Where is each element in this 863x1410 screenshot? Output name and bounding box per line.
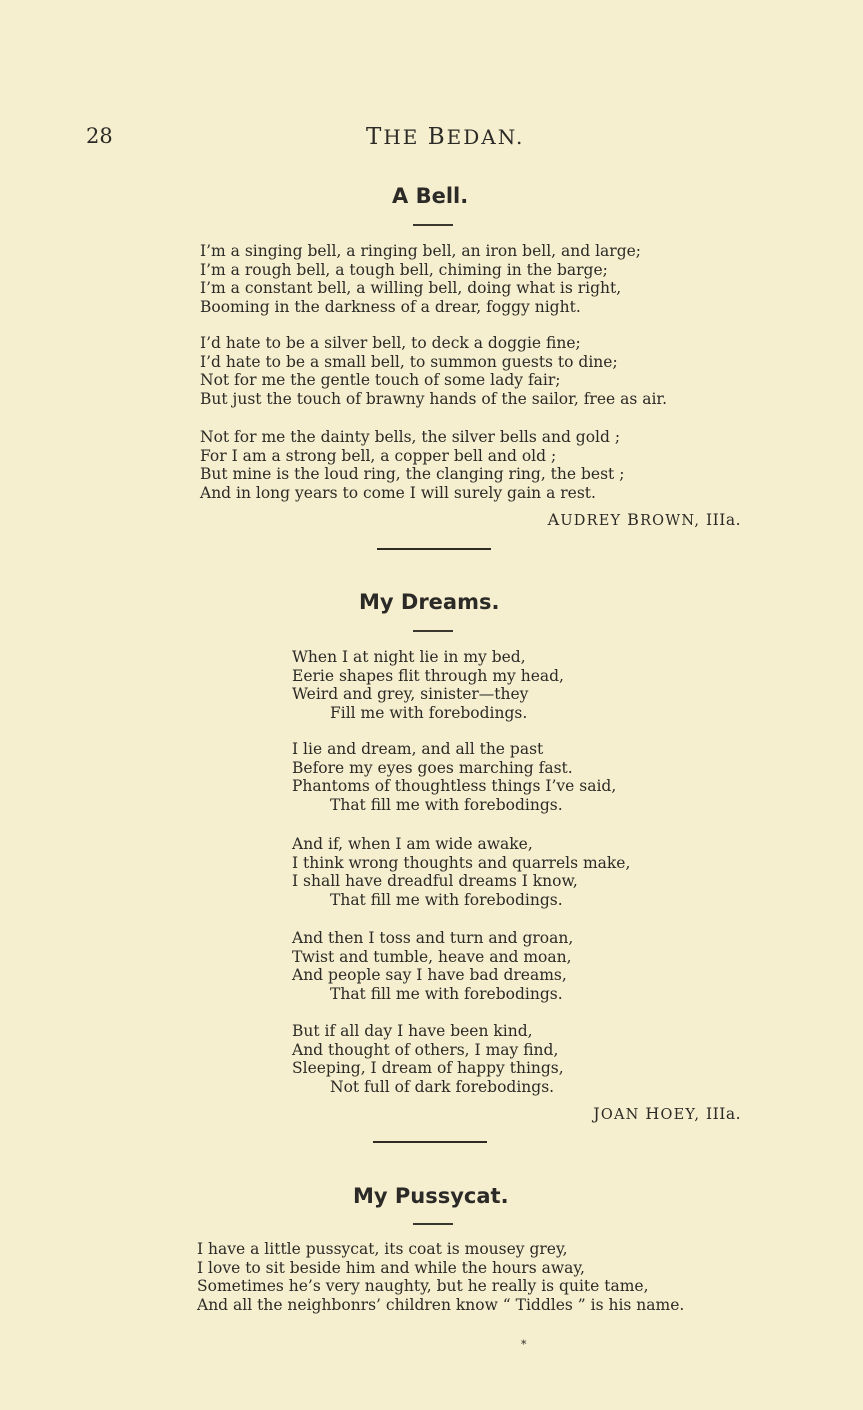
poem-stanza	[292, 648, 564, 722]
poem-line: Sometimes he’s very naughty, but he really is quite tame,	[197, 1277, 649, 1296]
poem-stanza	[200, 334, 667, 408]
poem-line: Not for me the dainty bells, the silver bells and gold ;	[200, 428, 621, 446]
poem-stanza	[200, 242, 641, 316]
poem-line: And if, when I am wide awake,	[292, 835, 533, 853]
poem-line: For I am a strong bell, a copper bell and old ;	[200, 446, 557, 465]
poem-line: But just the touch of brawny hands of the sailor, free as air.	[200, 389, 668, 408]
author-name: AUDREY BROWN,	[547, 510, 701, 529]
poem-stanza	[292, 740, 616, 814]
poem-line: Sleeping, I dream of happy things,	[292, 1059, 564, 1078]
poem-line: I love to sit beside him and while the hours away,	[197, 1258, 585, 1277]
author-credit	[548, 510, 741, 529]
title-rule	[413, 1223, 453, 1225]
poem-line: I lie and dream, and all the past	[292, 740, 544, 758]
poem-line: I’m a singing bell, a ringing bell, an iron bell, and large;	[200, 242, 642, 260]
poem-line: And thought of others, I may find,	[292, 1040, 559, 1059]
poem-line: And all the neighbonrs’ children know “ Tiddles ” is his name.	[197, 1295, 685, 1314]
poem-title-a-bell: A Bell.	[392, 184, 469, 208]
poem-refrain: Not full of dark forebodings.	[330, 1077, 555, 1096]
poem-line: I’d hate to be a small bell, to summon guests to dine;	[200, 352, 618, 371]
running-title	[366, 124, 524, 150]
title-rule	[413, 224, 453, 226]
poem-stanza	[200, 428, 624, 502]
poem-line: Weird and grey, sinister—they	[292, 685, 529, 704]
poem-stanza	[292, 835, 630, 909]
poem-line: I think wrong thoughts and quarrels make,	[292, 853, 631, 872]
author-form: IIIa.	[705, 511, 741, 529]
poem-line: But mine is the loud ring, the clanging ring, the best ;	[200, 465, 625, 484]
poem-stanza	[197, 1240, 684, 1314]
poem-line: Eerie shapes flit through my head,	[292, 666, 564, 685]
poem-line: And people say I have bad dreams,	[292, 966, 567, 985]
poem-title-my-pussycat: My Pussycat.	[353, 1184, 509, 1208]
poem-line: Phantoms of thoughtless things I’ve said,	[292, 777, 617, 796]
poem-stanza	[292, 1022, 564, 1096]
author-credit	[593, 1104, 741, 1123]
footer-mark: *	[521, 1338, 527, 1351]
poem-line: Before my eyes goes marching fast.	[292, 758, 573, 777]
poem-line: I’m a constant bell, a willing bell, doing what is right,	[200, 279, 622, 298]
poem-line: I’d hate to be a silver bell, to deck a doggie fine;	[200, 334, 581, 352]
poem-title-my-dreams: My Dreams.	[359, 590, 500, 614]
running-title-text: THE BEDAN.	[366, 124, 525, 150]
poem-line: But if all day I have been kind,	[292, 1022, 533, 1040]
poem-line: When I at night lie in my bed,	[292, 648, 526, 666]
title-rule	[413, 630, 453, 632]
poem-line: Booming in the darkness of a drear, foggy night.	[200, 297, 581, 316]
author-name: JOAN HOEY,	[593, 1104, 701, 1123]
section-divider	[373, 1141, 487, 1143]
poem-line: Not for me the gentle touch of some lady fair;	[200, 371, 561, 390]
poem-line: I’m a rough bell, a tough bell, chiming in the barge;	[200, 260, 608, 279]
author-form: IIIa.	[705, 1105, 741, 1123]
poem-refrain: That fill me with forebodings.	[330, 795, 563, 814]
poem-line: I have a little pussycat, its coat is mousey grey,	[197, 1240, 568, 1258]
poem-line: I shall have dreadful dreams I know,	[292, 872, 578, 891]
poem-refrain: Fill me with forebodings.	[330, 703, 528, 722]
poem-refrain: That fill me with forebodings.	[330, 984, 563, 1003]
section-divider	[377, 548, 491, 550]
poem-refrain: That fill me with forebodings.	[330, 890, 563, 909]
page-number: 28	[86, 124, 113, 148]
poem-line: Twist and tumble, heave and moan,	[292, 947, 572, 966]
poem-stanza	[292, 929, 573, 1003]
poem-line: And in long years to come I will surely gain a rest.	[200, 483, 596, 502]
poem-line: And then I toss and turn and groan,	[292, 929, 574, 947]
